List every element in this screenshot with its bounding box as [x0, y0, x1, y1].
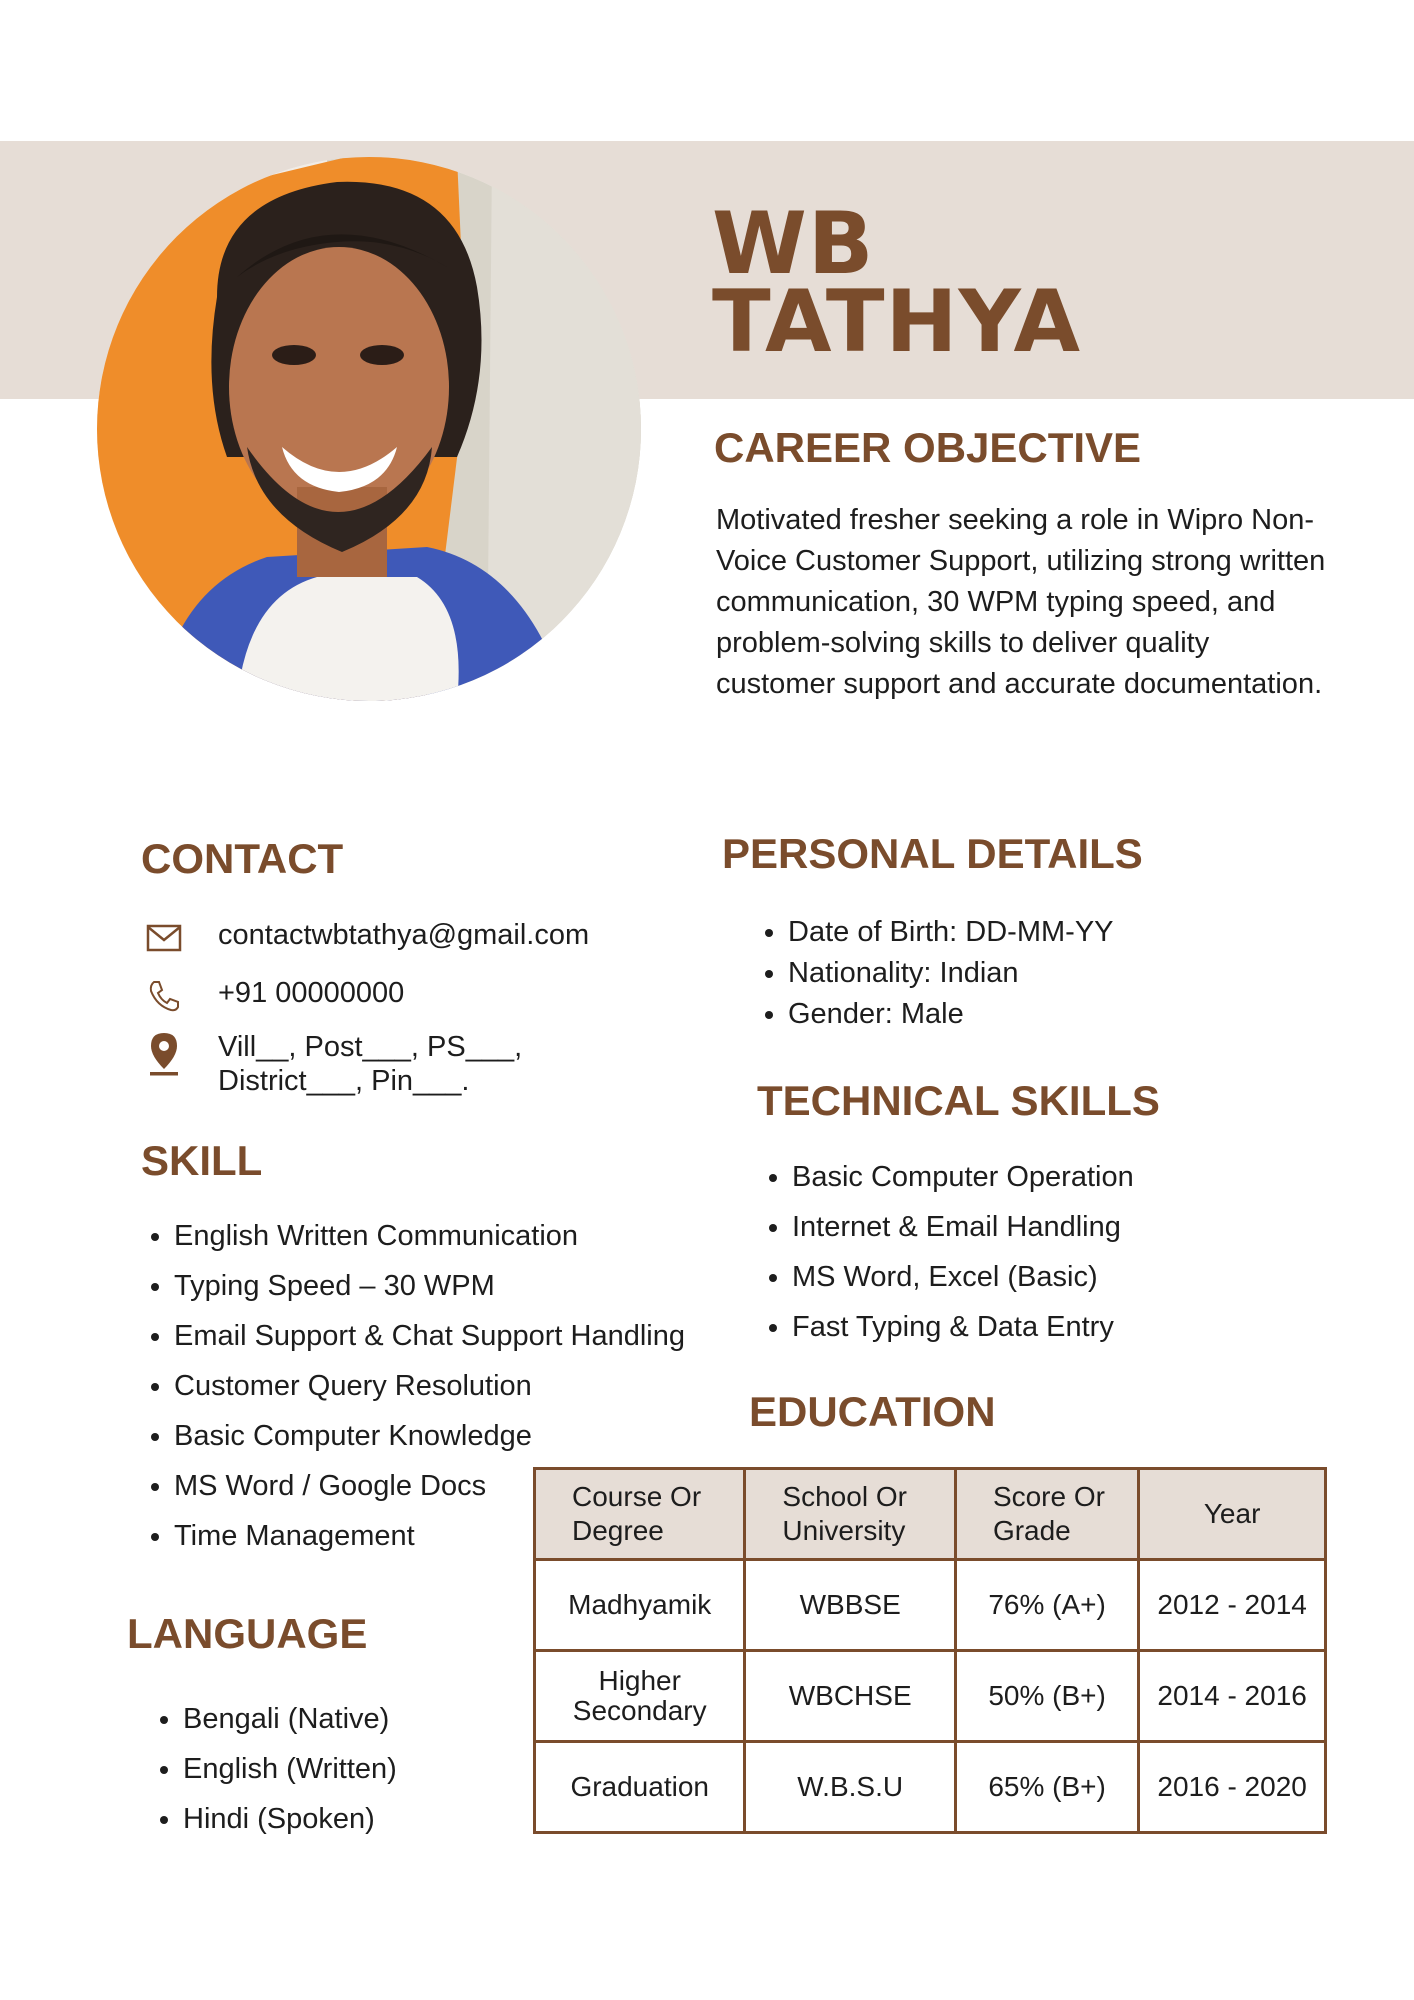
contact-email[interactable]: contactwbtathya@gmail.com: [218, 919, 590, 951]
cell-year: 2014 - 2016: [1139, 1651, 1326, 1742]
address-line-2: District___, Pin___.: [218, 1065, 470, 1097]
table-row: [535, 1651, 1326, 1742]
header-school-line-1: School Or: [782, 1481, 907, 1512]
candidate-name: [712, 194, 1082, 372]
column-header-school: [745, 1469, 956, 1560]
header-school-line-2: University: [782, 1515, 906, 1546]
cell-year: 2016 - 2020: [1139, 1742, 1326, 1833]
education-title: EDUCATION: [749, 1388, 996, 1435]
column-header-course: [535, 1469, 745, 1560]
list-item: • English Written Communication: [174, 1211, 685, 1261]
list-item: • Bengali (Native): [183, 1694, 397, 1744]
table-header-row: [535, 1469, 1326, 1560]
list-item: • Basic Computer Operation: [792, 1152, 1134, 1202]
education-table: [533, 1467, 1327, 1834]
table-row: [535, 1560, 1326, 1651]
list-item: • MS Word / Google Docs: [174, 1461, 685, 1511]
contact-phone[interactable]: +91 00000000: [218, 977, 405, 1009]
name-line-2: TATHYA: [712, 272, 1082, 372]
cell-score: 65% (B+): [955, 1742, 1138, 1833]
course-line-2: Secondary: [572, 1695, 707, 1726]
cell-course: [535, 1560, 745, 1651]
location-pin-icon: [140, 1030, 188, 1078]
address-line-1: Vill__, Post___, PS___,: [218, 1031, 523, 1063]
language-list: [149, 1694, 397, 1844]
technical-skills-title: TECHNICAL SKILLS: [757, 1077, 1160, 1124]
column-header-year: Year: [1139, 1469, 1326, 1560]
contact-address-row: [140, 1030, 522, 1098]
list-item: • Fast Typing & Data Entry: [792, 1302, 1134, 1352]
contact-title: CONTACT: [141, 835, 344, 882]
list-item: • Time Management: [174, 1511, 685, 1561]
course-line-1: Madhyamik: [568, 1589, 712, 1620]
cell-year: 2012 - 2014: [1139, 1560, 1326, 1651]
career-objective-title: CAREER OBJECTIVE: [714, 424, 1142, 471]
cell-score: 50% (B+): [955, 1651, 1138, 1742]
technical-skills-list: [758, 1152, 1134, 1352]
list-item: • Hindi (Spoken): [183, 1794, 397, 1844]
list-item: • Typing Speed – 30 WPM: [174, 1261, 685, 1311]
header-course-line-2: Degree: [572, 1515, 664, 1546]
personal-details-list: [754, 912, 1114, 1035]
cell-school: WBCHSE: [745, 1651, 956, 1742]
list-item: • Email Support & Chat Support Handling: [174, 1311, 685, 1361]
list-item: • Basic Computer Knowledge: [174, 1411, 685, 1461]
header-score-line-1: Score Or: [992, 1481, 1105, 1512]
skill-title: SKILL: [141, 1137, 263, 1184]
career-objective-text: Motivated fresher seeking a role in Wipro Non-Voice Customer Support, utilizing strong written communication, 30 WPM typing speed, and problem-solving skills to deliver quality customer support and accurate documentation.: [716, 504, 1326, 700]
cell-course: [535, 1742, 745, 1833]
table-row: [535, 1742, 1326, 1833]
list-item: • English (Written): [183, 1744, 397, 1794]
column-header-score: [955, 1469, 1138, 1560]
list-item: • Internet & Email Handling: [792, 1202, 1134, 1252]
language-title: LANGUAGE: [127, 1610, 368, 1657]
cell-score: 76% (A+): [955, 1560, 1138, 1651]
name-line-1: WB: [712, 194, 875, 294]
contact-address: [218, 1030, 522, 1098]
list-item: • Date of Birth: DD-MM-YY: [788, 912, 1114, 953]
mail-icon: [140, 918, 188, 958]
cell-school: WBBSE: [745, 1560, 956, 1651]
phone-icon: [140, 976, 188, 1016]
list-item: • Customer Query Resolution: [174, 1361, 685, 1411]
course-line-1: Higher: [598, 1665, 681, 1696]
course-line-1: Graduation: [570, 1771, 709, 1802]
profile-photo: [97, 157, 641, 701]
cell-course: [535, 1651, 745, 1742]
header-course-line-1: Course Or: [572, 1481, 702, 1512]
personal-details-title: PERSONAL DETAILS: [722, 830, 1143, 877]
list-item: • Gender: Male: [788, 994, 1114, 1035]
profile-photo-illustration: [97, 157, 641, 701]
contact-phone-row: [140, 976, 404, 1016]
cell-school: W.B.S.U: [745, 1742, 956, 1833]
contact-email-row: [140, 918, 589, 958]
header-score-line-2: Grade: [992, 1515, 1071, 1546]
list-item: • MS Word, Excel (Basic): [792, 1252, 1134, 1302]
list-item: • Nationality: Indian: [788, 953, 1114, 994]
